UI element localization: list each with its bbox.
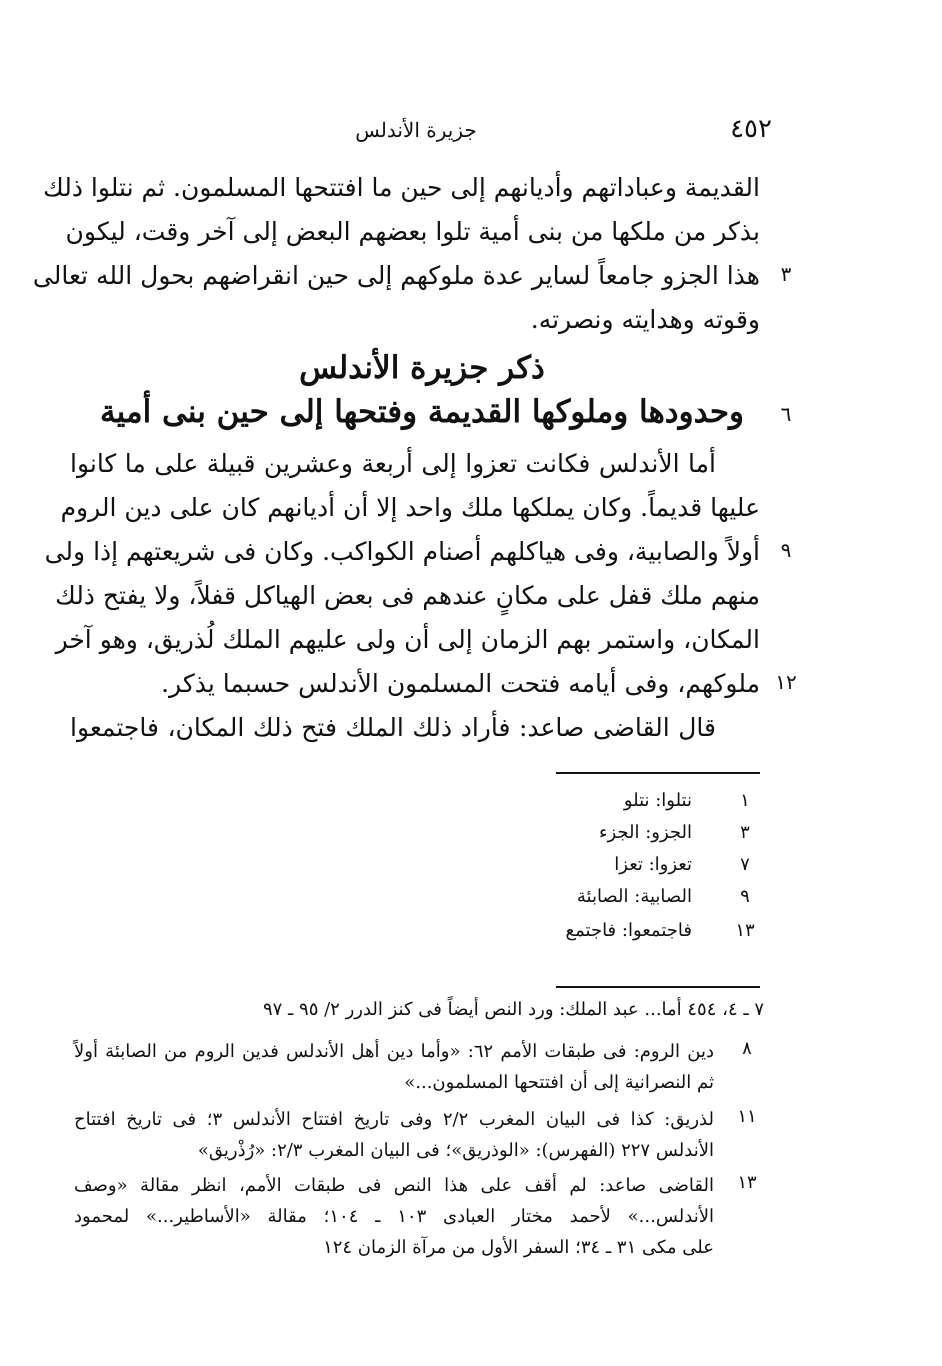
line-number: ٩: [780, 538, 792, 562]
body-line: أما الأندلس فكانت تعزوا إلى أربعة وعشرين قبيلة على ما كانوا: [70, 449, 716, 478]
body-line: وقوته وهدايته ونصرته.: [530, 305, 760, 334]
variant-text: الجزو: الجزء: [598, 822, 692, 843]
variant-text: فاجتمعوا: فاجتمع: [565, 920, 692, 941]
page-number: ٤٥٢: [730, 114, 772, 144]
variant-line-number: ٣: [740, 822, 750, 843]
body-line: هذا الجزو جامعاً لساير عدة ملوكهم إلى حين انقراضهم بحول الله تعالى: [32, 261, 760, 290]
note-line-number: ١١: [737, 1106, 757, 1127]
note-text: ٧ ـ ٤، ٤٥٤ أما... عبد الملك: ورد النص أيضاً فى كنز الدرر ٢/ ٩٥ ـ ٩٧: [262, 999, 764, 1020]
body-line: بذكر من ملكها من بنى أمية تلوا بعضهم البعض إلى آخر وقت، ليكون: [65, 217, 760, 246]
body-line: أولاً والصابية، وفى هياكلهم أصنام الكواكب. وكان فى شريعتهم إذا ولى: [44, 537, 760, 566]
note-text: على مكى ٣١ ـ ٣٤؛ السفر الأول من مرآة الزمان ١٢٤: [323, 1237, 714, 1258]
note-text: الأندلس...» لأحمد مختار العبادى ١٠٣ ـ ١٠٤؛ مقالة «الأساطير...» لمحمود: [74, 1206, 715, 1227]
note: [74, 1104, 714, 1166]
line-number: ٦: [780, 402, 792, 426]
note: [74, 1170, 714, 1263]
variant-row: [520, 886, 760, 914]
variant-line-number: ٩: [740, 886, 750, 907]
note: [74, 1036, 714, 1098]
note-text: القاضى صاعد: لم أقف على هذا النص فى طبقات الأمم، انظر مقالة «وصف: [74, 1175, 714, 1196]
variant-text: تعزوا: تعزا: [614, 854, 692, 875]
variant-line-number: ١: [740, 790, 750, 811]
variant-row: [520, 920, 760, 948]
body-line: القديمة وعباداتهم وأديانهم إلى حين ما افتتحها المسلمون. ثم نتلوا ذلك: [43, 173, 760, 202]
section-heading-line-2: وحدودها وملوكها القديمة وفتحها إلى حين بنى أمية: [100, 394, 744, 430]
body-line: منهم ملك قفل على مكانٍ عندهم فى بعض الهياكل قفلاً، ولا يفتح ذلك: [55, 581, 760, 610]
page-header: [60, 112, 772, 152]
variant-line-number: ٧: [740, 854, 750, 875]
body-line: عليها قديماً. وكان يملكها ملك واحد إلا أن أديانهم كان على دين الروم: [60, 493, 760, 522]
note-line-number: ١٣: [737, 1172, 757, 1193]
variant-text: الصابية: الصابئة: [576, 886, 692, 907]
variant-row: [520, 790, 760, 818]
note-line-number: ٨: [742, 1038, 752, 1059]
body-line: المكان، واستمر بهم الزمان إلى أن ولى عليهم الملك لُذريق، وهو آخر: [55, 625, 760, 654]
line-number: ١٢: [775, 670, 797, 694]
variant-text: نتلوا: نتلو: [623, 790, 692, 811]
variant-row: [520, 822, 760, 850]
running-title: جزيرة الأندلس: [355, 118, 477, 142]
notes-rule: [556, 986, 760, 988]
note-text: الأندلس ٢٢٧ (الفهرس): «الوذريق»؛ فى البيان المغرب ٢/٣: «رُذْريق»: [197, 1140, 714, 1161]
note: [164, 994, 764, 1025]
note-text: دين الروم: فى طبقات الأمم ٦٢: «وأما دين أهل الأندلس فدين الروم من الصابئة أولاً: [74, 1041, 714, 1062]
variant-row: [520, 854, 760, 882]
apparatus-rule: [556, 772, 760, 774]
note-text: لذريق: كذا فى البيان المغرب ٢/٢ وفى تاريخ افتتاح الأندلس ٣؛ فى تاريخ افتتاح: [74, 1109, 714, 1130]
note-text: ثم النصرانية إلى أن افتتحها المسلمون...»: [404, 1072, 714, 1093]
line-number: ٣: [780, 262, 792, 286]
variant-line-number: ١٣: [735, 920, 755, 941]
body-line: قال القاضى صاعد: فأراد ذلك الملك فتح ذلك المكان، فاجتمعوا: [70, 713, 716, 742]
section-heading-line-1: ذكر جزيرة الأندلس: [299, 350, 545, 386]
body-line: ملوكهم، وفى أيامه فتحت المسلمون الأندلس حسبما يذكر.: [161, 669, 760, 698]
